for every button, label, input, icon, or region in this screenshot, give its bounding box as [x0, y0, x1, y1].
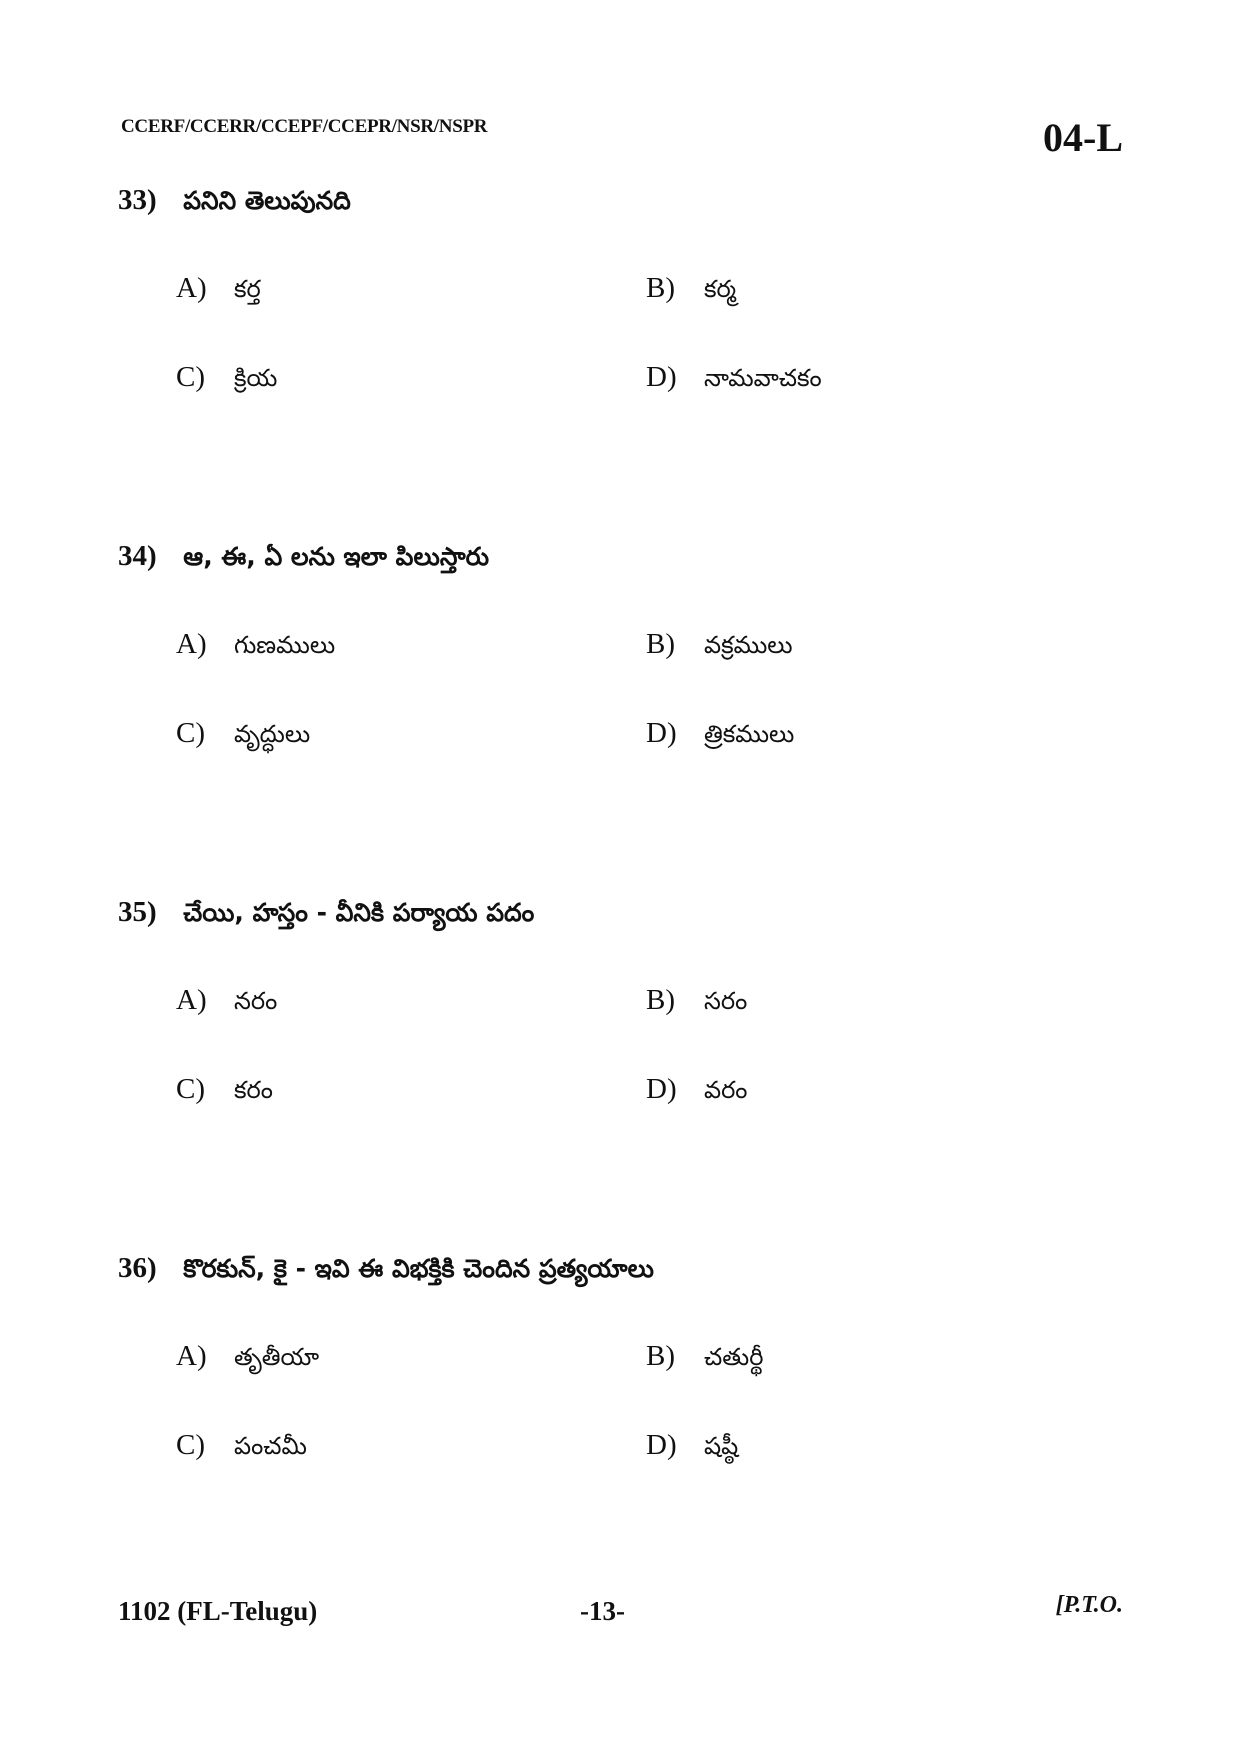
option-text: త్రికములు [704, 720, 795, 748]
question-text: పనిని తెలుపునది [183, 186, 351, 215]
question-text: కొరకున్, కై - ఇవి ఈ విభక్తికి చెందిన ప్రత్యయాలు [183, 1254, 654, 1283]
option-letter: D) [646, 361, 677, 393]
option-text: వృద్ధులు [234, 720, 311, 748]
option-c [176, 1429, 307, 1466]
paper-code: 1102 (FL-Telugu) [118, 1596, 318, 1626]
option-a [176, 984, 277, 1021]
option-a [176, 272, 261, 309]
option-letter: A) [176, 1340, 207, 1372]
question-36 [118, 1252, 1118, 1290]
option-letter: D) [646, 1073, 677, 1105]
option-letter: B) [646, 984, 675, 1016]
option-text: చతుర్థీ [704, 1343, 764, 1371]
option-letter: A) [176, 272, 207, 304]
option-letter: B) [646, 272, 675, 304]
option-letter: A) [176, 984, 207, 1016]
question-number: 36) [118, 1252, 157, 1284]
option-c [176, 717, 310, 754]
option-a [176, 1340, 319, 1377]
option-text: కరం [234, 1076, 273, 1104]
set-code: 04-L [1043, 115, 1123, 160]
option-text: నామవాచకం [704, 364, 822, 392]
option-text: వరం [704, 1076, 748, 1104]
option-letter: C) [176, 361, 205, 393]
question-number: 33) [118, 184, 157, 216]
please-turn-over: [P.T.O. [1055, 1592, 1123, 1618]
question-number: 35) [118, 896, 157, 928]
question-35 [118, 896, 1118, 934]
option-letter: D) [646, 717, 677, 749]
option-b [646, 984, 747, 1021]
option-a [176, 628, 335, 665]
option-letter: A) [176, 628, 207, 660]
question-text: ఆ, ఈ, ఏ లను ఇలా పిలుస్తారు [183, 542, 490, 571]
option-b [646, 1340, 763, 1377]
question-text: చేయి, హస్తం - వీనికి పర్యాయ పదం [183, 898, 535, 927]
option-c [176, 361, 277, 398]
option-letter: D) [646, 1429, 677, 1461]
question-34 [118, 540, 1118, 578]
option-b [646, 272, 736, 309]
option-text: నరం [234, 987, 278, 1015]
option-letter: C) [176, 717, 205, 749]
option-text: తృతీయా [234, 1343, 320, 1371]
option-text: కర్మ [704, 275, 737, 303]
exam-code: CCERF/CCERR/CCEPF/CCEPR/NSR/NSPR [121, 116, 488, 137]
option-d [646, 717, 794, 754]
option-text: గుణములు [234, 631, 336, 659]
question-33 [118, 184, 1118, 222]
option-text: సరం [704, 987, 748, 1015]
option-text: కర్త [234, 275, 261, 303]
option-text: క్రియ [234, 364, 278, 392]
option-letter: B) [646, 1340, 675, 1372]
option-d [646, 1429, 738, 1466]
option-b [646, 628, 793, 665]
option-d [646, 361, 822, 398]
option-letter: C) [176, 1429, 205, 1461]
option-letter: C) [176, 1073, 205, 1105]
page-number: -13- [580, 1596, 625, 1626]
option-d [646, 1073, 747, 1110]
option-letter: B) [646, 628, 675, 660]
option-c [176, 1073, 273, 1110]
option-text: వక్రములు [704, 631, 793, 659]
question-number: 34) [118, 540, 157, 572]
option-text: షష్ఠీ [704, 1432, 739, 1460]
option-text: పంచమీ [234, 1432, 307, 1460]
